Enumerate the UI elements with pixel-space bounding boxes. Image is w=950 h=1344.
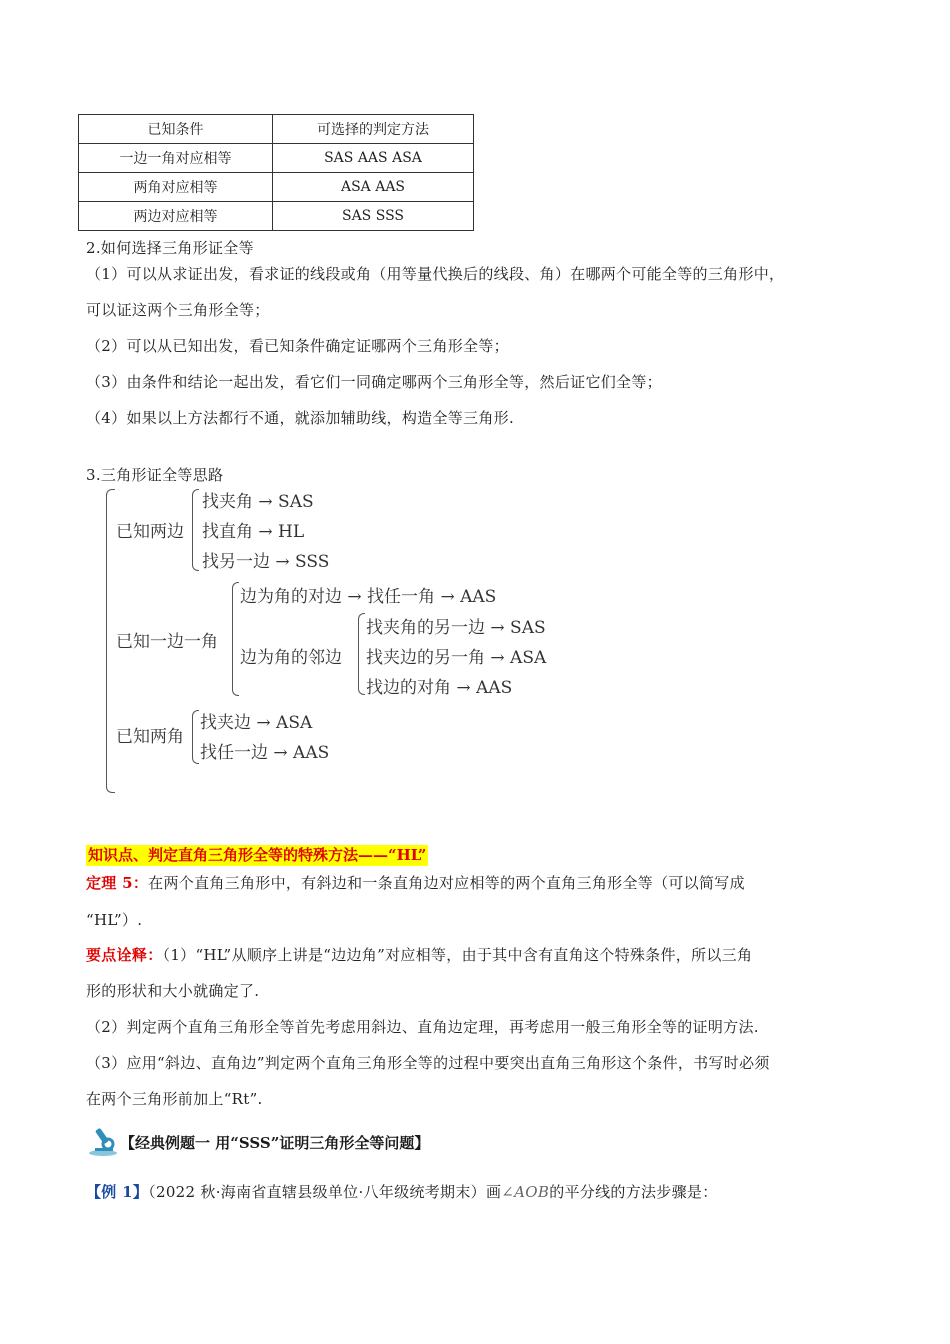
section2-item: （4）如果以上方法都行不通，就添加辅助线，构造全等三角形. — [86, 409, 515, 427]
two-sides-item: 找另一边 → SSS — [202, 552, 330, 572]
table-cell: ASA AAS — [273, 173, 474, 202]
two-angles-item: 找任一边 → AAS — [200, 743, 330, 763]
side-angle-adjacent: 边为角的邻边 — [240, 648, 342, 668]
two-sides-item: 找夹角 → SAS — [202, 492, 314, 512]
two-sides-item: 找直角 → HL — [202, 522, 305, 542]
note-item: （3）应用“斜边、直角边”判定两个直角三角形全等的过程中要突出直角三角形这个条件，书写时必须 — [86, 1054, 770, 1072]
adjacent-item: 找夹边的另一角 → ASA — [366, 648, 547, 668]
table-cell: 一边一角对应相等 — [79, 144, 273, 173]
side-angle-label: 已知一边一角 — [116, 632, 218, 652]
table-cell: 两边对应相等 — [79, 202, 273, 231]
table-cell: 两角对应相等 — [79, 173, 273, 202]
condition-method-table — [78, 114, 474, 231]
side-angle-opposite: 边为角的对边 → 找任一角 → AAS — [240, 587, 497, 607]
example1-line — [86, 1181, 718, 1202]
table-header-row — [79, 115, 474, 144]
theorem-label: 定理 5： — [86, 874, 149, 892]
note-item: （2）判定两个直角三角形全等首先考虑用斜边、直角边定理，再考虑用一般三角形全等的证明方法. — [86, 1018, 759, 1036]
theorem-text: 在两个直角三角形中，有斜边和一条直角边对应相等的两个直角三角形全等（可以简写成 — [148, 874, 745, 892]
table-header-cell: 已知条件 — [79, 115, 273, 144]
note-label: 要点诠释： — [86, 946, 163, 964]
table-cell: SAS AAS ASA — [273, 144, 474, 173]
table-row — [79, 144, 474, 173]
note-item-cont: 在两个三角形前加上“Rt”. — [86, 1090, 263, 1108]
note-text-cont: 形的形状和大小就确定了. — [86, 982, 260, 1000]
adjacent-item: 找夹角的另一边 → SAS — [366, 618, 546, 638]
section2-title: 2.如何选择三角形证全等 — [86, 239, 254, 257]
adjacent-item: 找边的对角 → AAS — [366, 678, 513, 698]
adjacent-brace — [358, 613, 365, 695]
example1-text: （2022 秋·海南省直辖县级单位·八年级统考期末）画 — [148, 1183, 502, 1201]
section2-item: （1）可以从求证出发，看求证的线段或角（用等量代换后的线段、角）在哪两个可能全等的三角形中， — [86, 265, 785, 283]
example-heading: 【经典例题一 用“SSS”证明三角形全等问题】 — [120, 1134, 430, 1152]
table-cell: SAS SSS — [273, 202, 474, 231]
section2-item: （3）由条件和结论一起出发，看它们一同确定哪两个三角形全等，然后证它们全等； — [86, 373, 662, 391]
table-row — [79, 173, 474, 202]
two-angles-label: 已知两角 — [116, 727, 184, 747]
two-sides-label: 已知两边 — [116, 522, 184, 542]
table-row — [79, 202, 474, 231]
outer-brace — [106, 489, 115, 793]
example1-label: 【例 1】 — [86, 1183, 149, 1201]
note-text: （1）“HL”从顺序上讲是“边边角”对应相等，由于其中含有直角这个特殊条件，所以三角 — [162, 946, 753, 964]
note-line — [86, 944, 752, 965]
theorem-text-cont: “HL”）. — [86, 911, 143, 929]
side-angle-brace — [232, 582, 239, 696]
section2-item: 可以证这两个三角形全等； — [86, 301, 270, 319]
microscope-icon — [86, 1124, 120, 1158]
example1-tail: 的平分线的方法步骤是： — [549, 1183, 718, 1201]
knowledge-point-title: 知识点、判定直角三角形全等的特殊方法——“HL” — [88, 846, 427, 864]
section2-item: （2）可以从已知出发，看已知条件确定证哪两个三角形全等； — [86, 337, 509, 355]
theorem-line — [86, 872, 745, 893]
two-angles-brace — [192, 710, 199, 764]
section3-title: 3.三角形证全等思路 — [86, 466, 224, 484]
table-header-cell: 可选择的判定方法 — [273, 115, 474, 144]
two-angles-item: 找夹边 → ASA — [200, 713, 313, 733]
example1-angle: ∠AOB — [501, 1183, 550, 1201]
two-sides-brace — [192, 489, 199, 571]
